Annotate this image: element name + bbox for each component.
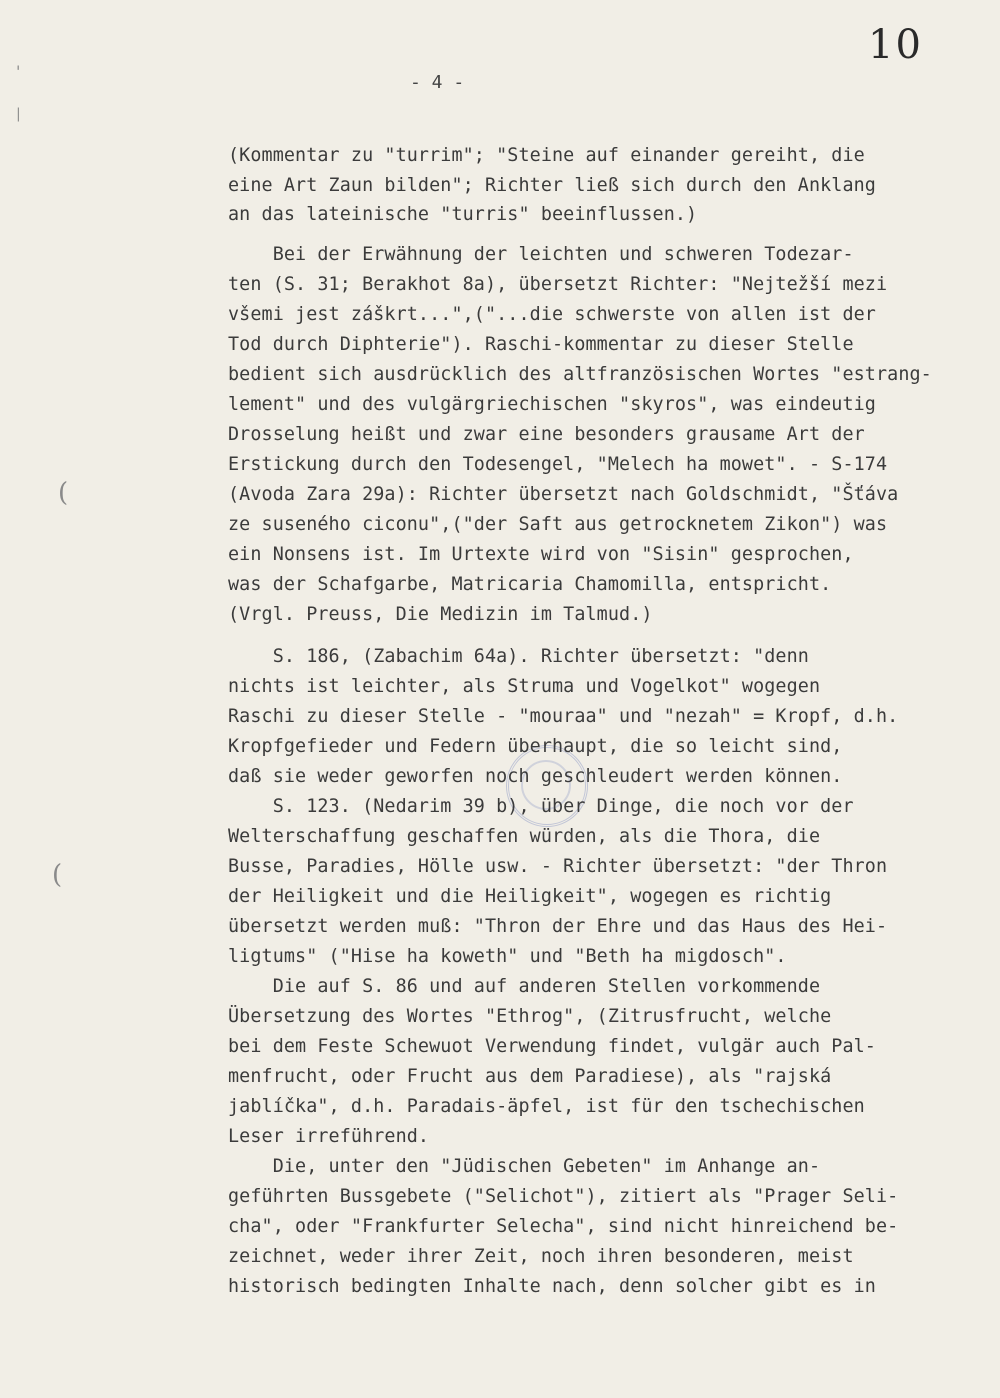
text-line: bedient sich ausdrücklich des altfranzösischen Wortes "estrang- [228, 364, 932, 385]
margin-mark: ( [52, 860, 63, 890]
text-line: (Kommentar zu "turrim"; "Steine auf einander gereiht, die [228, 145, 865, 166]
text-line: Tod durch Diphterie"). Raschi-kommentar zu dieser Stelle [228, 334, 854, 355]
text-line: daß sie weder geworfen noch geschleudert werden können. [228, 766, 843, 787]
text-line: Übersetzung des Wortes "Ethrog", (Zitrusfrucht, welche [228, 1006, 832, 1027]
text-line: lement" und des vulgärgriechischen "skyros", was eindeutig [228, 394, 876, 415]
text-line: Die auf S. 86 und auf anderen Stellen vorkommende [228, 976, 821, 997]
text-line: S. 186, (Zabachim 64a). Richter übersetzt: "denn [228, 646, 809, 667]
text-line: was der Schafgarbe, Matricaria Chamomilla, entspricht. [228, 574, 832, 595]
text-line: (Avoda Zara 29a): Richter übersetzt nach Goldschmidt, "Šťáva [228, 484, 899, 505]
margin-mark: ' [16, 62, 21, 81]
text-line: Raschi zu dieser Stelle - "mouraa" und "nezah" = Kropf, d.h. [228, 706, 899, 727]
text-line: jablíčka", d.h. Paradais-äpfel, ist für den tschechischen [228, 1096, 865, 1117]
text-line: übersetzt werden muß: "Thron der Ehre und das Haus des Hei- [228, 916, 888, 937]
text-line: Die, unter den "Jüdischen Gebeten" im Anhange an- [228, 1156, 821, 1177]
text-line: nichts ist leichter, als Struma und Vogelkot" wogegen [228, 676, 821, 697]
text-line: Bei der Erwähnung der leichten und schweren Todezar- [228, 244, 854, 265]
text-line: všemi jest záškrt...",("...die schwerste von allen ist der [228, 304, 876, 325]
text-line: historisch bedingten Inhalte nach, denn solcher gibt es in [228, 1276, 876, 1297]
text-line: geführten Bussgebete ("Selichot"), zitiert als "Prager Seli- [228, 1186, 899, 1207]
text-line: Leser irreführend. [228, 1126, 430, 1147]
margin-mark: | [16, 106, 21, 122]
text-line: ten (S. 31; Berakhot 8a), übersetzt Richter: "Nejtežší mezi [228, 274, 888, 295]
text-line: S. 123. (Nedarim 39 b), über Dinge, die noch vor der [228, 796, 854, 817]
page-number: - 4 - [410, 72, 465, 93]
text-line: an das lateinische "turris" beeinflussen.) [228, 204, 698, 225]
text-line: zeichnet, weder ihrer Zeit, noch ihren besonderen, meist [228, 1246, 854, 1267]
margin-mark: ( [58, 478, 69, 508]
text-line: cha", oder "Frankfurter Selecha", sind nicht hinreichend be- [228, 1216, 899, 1237]
text-line: Erstickung durch den Todesengel, "Melech ha mowet". - S-174 [228, 454, 888, 475]
text-line: Busse, Paradies, Hölle usw. - Richter übersetzt: "der Thron [228, 856, 888, 877]
text-line: ze suseného ciconu",("der Saft aus getrocknetem Zikon") was [228, 514, 888, 535]
text-line: ligtums" ("Hise ha koweth" und "Beth ha migdosch". [228, 946, 787, 967]
text-line: eine Art Zaun bilden"; Richter ließ sich durch den Anklang [228, 175, 876, 196]
text-line: der Heiligkeit und die Heiligkeit", wogegen es richtig [228, 886, 832, 907]
text-line: menfrucht, oder Frucht aus dem Paradiese), als "rajská [228, 1066, 832, 1087]
text-line: Welterschaffung geschaffen würden, als die Thora, die [228, 826, 821, 847]
archive-number: 10 [868, 22, 923, 68]
text-line: Kropfgefieder und Federn überhaupt, die so leicht sind, [228, 736, 843, 757]
text-line: bei dem Feste Schewuot Verwendung findet, vulgär auch Pal- [228, 1036, 876, 1057]
text-line: ein Nonsens ist. Im Urtexte wird von "Sisin" gesprochen, [228, 544, 854, 565]
text-line: (Vrgl. Preuss, Die Medizin im Talmud.) [228, 604, 653, 625]
text-line: Drosselung heißt und zwar eine besonders grausame Art der [228, 424, 865, 445]
